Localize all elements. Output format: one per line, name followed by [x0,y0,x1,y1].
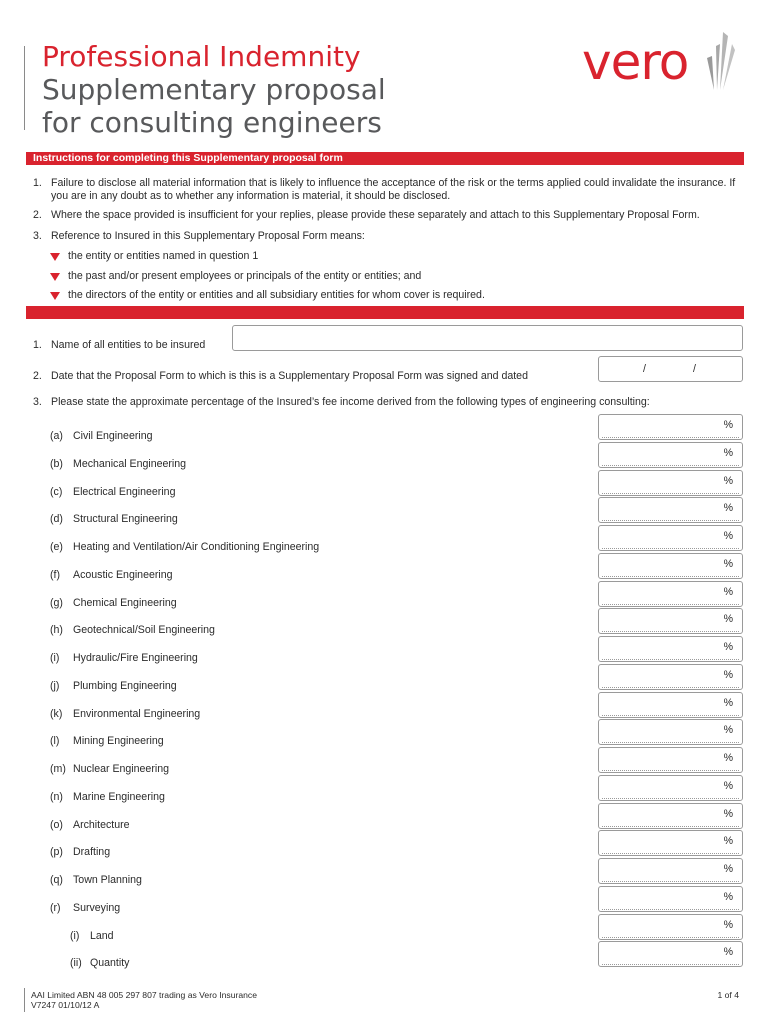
date-separator: / [643,363,646,375]
percent-sign: % [723,752,733,764]
percent-sign: % [723,446,733,459]
instruction-number: 1. [33,177,42,189]
dotted-underline [602,465,739,466]
percent-sign: % [723,890,733,903]
percentage-field[interactable] [598,553,743,579]
footer-company: AAI Limited ABN 48 005 297 807 trading as Vero Insurance [31,990,257,1000]
item-letter: (k) [50,707,63,720]
item-letter: (a) [50,430,63,442]
item-name: Electrical Engineering [73,485,176,498]
question-text: Name of all entities to be insured [51,339,206,351]
percentage-field[interactable] [598,747,743,773]
bullet-text: the directors of the entity or entities and all subsidiary entities for whom cover is required. [68,289,485,301]
item-letter: (p) [50,846,63,859]
percentage-field[interactable] [598,719,743,745]
item-letter: (b) [50,457,63,470]
dotted-underline [602,909,739,910]
question-text: Please state the approximate percentage of the Insured’s fee income derived from the following types of engineering consulting: [51,396,650,408]
form-title [42,40,386,139]
triangle-bullet-icon [50,253,60,261]
dotted-underline [602,493,739,494]
instruction-text: Reference to Insured in this Supplementary Proposal Form means: [51,230,365,242]
dotted-underline [602,881,739,882]
footer-legal [31,990,257,1010]
item-name: Civil Engineering [73,430,153,442]
item-letter: (o) [50,818,63,831]
percentage-field[interactable] [598,692,743,718]
percentage-field[interactable] [598,470,743,496]
percentage-field[interactable] [598,941,743,967]
percent-sign: % [723,724,733,737]
item-letter: (m) [50,763,66,775]
engineering-type-row [0,581,770,609]
percent-sign: % [723,918,733,931]
item-name: Drafting [73,846,111,859]
page-number: 1 of 4 [717,990,739,1000]
item-letter: (i) [50,652,60,664]
instruction-text: Failure to disclose all material information that is likely to influence the acceptance of the risk or the terms applied could invalidate the insurance. If you are in any doubt as to whether any information is material, it should be disclosed. [51,177,736,202]
item-letter: (j) [50,679,60,692]
item-letter: (r) [50,901,61,914]
percentage-field[interactable] [598,803,743,829]
engineering-type-row [0,636,770,664]
footer-form-code: V7247 01/10/12 A [31,1000,100,1010]
item-letter: (d) [50,513,63,526]
dotted-underline [602,631,739,632]
item-letter: (q) [50,874,63,886]
question-number: 2. [33,370,42,382]
instruction-number: 3. [33,230,42,242]
percent-sign: % [723,835,733,848]
bullet-text: the past and/or present employees or principals of the entity or entities; and [68,270,422,282]
engineering-type-row [0,941,770,969]
question-text: Date that the Proposal Form to which is this is a Supplementary Proposal Form was signed and dated [51,370,528,382]
percent-sign: % [723,807,733,820]
instructions-heading-band [26,152,744,165]
date-separator: / [693,363,696,375]
item-letter: (n) [50,790,63,803]
title-line-2: Supplementary proposal [42,73,386,106]
item-name: Marine Engineering [73,790,165,803]
engineering-type-row [0,470,770,498]
engineering-type-row [0,914,770,942]
percent-sign: % [723,474,733,487]
item-letter: (h) [50,624,63,637]
item-name: Mechanical Engineering [73,457,187,470]
dotted-underline [602,548,739,549]
percentage-field[interactable] [598,775,743,801]
item-name: Chemical Engineering [73,596,177,609]
title-divider [24,46,25,130]
dotted-underline [602,576,739,577]
item-name: Plumbing Engineering [73,679,177,692]
item-letter: (f) [50,568,60,581]
item-name: Town Planning [73,874,142,886]
item-name: Architecture [73,818,130,831]
engineering-type-row [0,497,770,525]
dotted-underline [602,742,739,743]
percentage-field[interactable] [598,414,743,440]
item-name: Acoustic Engineering [73,568,173,581]
engineering-type-row [0,886,770,914]
percentage-field[interactable] [598,636,743,662]
percentage-field[interactable] [598,497,743,523]
item-name: Environmental Engineering [73,707,201,720]
item-letter: (i) [70,929,80,942]
percentage-field[interactable] [598,886,743,912]
title-line-1: Professional Indemnity [42,40,361,73]
percent-sign: % [723,502,733,515]
engineering-type-row [0,414,770,442]
item-name: Land [90,929,114,942]
engineering-type-row [0,442,770,470]
triangle-bullet-icon [50,292,60,300]
percentage-field[interactable] [598,581,743,607]
item-letter: (l) [50,735,60,748]
question-number: 1. [33,339,42,351]
percentage-field[interactable] [598,608,743,634]
engineering-type-row [0,719,770,747]
dotted-underline [602,687,739,688]
dotted-underline [602,604,739,605]
dotted-underline [602,770,739,771]
dotted-underline [602,937,739,938]
dotted-underline [602,659,739,660]
engineering-type-row [0,803,770,831]
engineering-type-row [0,830,770,858]
entities-name-field[interactable] [232,325,743,351]
item-name: Surveying [73,901,121,914]
dotted-underline [602,437,739,438]
item-letter: (c) [50,485,63,498]
percentage-field[interactable] [598,914,743,940]
item-name: Structural Engineering [73,513,178,526]
percentage-field[interactable] [598,858,743,884]
item-name: Geotechnical/Soil Engineering [73,624,215,637]
item-letter: (ii) [70,957,82,970]
engineering-type-row [0,608,770,636]
dotted-underline [602,520,739,521]
dotted-underline [602,964,739,965]
engineering-type-row [0,747,770,775]
engineering-type-row [0,858,770,886]
footer-divider [24,988,25,1012]
dotted-underline [602,853,739,854]
dotted-underline [602,798,739,799]
triangle-bullet-icon [50,273,60,281]
percent-sign: % [723,641,733,653]
percentage-field[interactable] [598,664,743,690]
percent-sign: % [723,530,733,542]
title-line-3: for consulting engineers [42,106,382,139]
question-number: 3. [33,396,42,408]
instructions-heading: Instructions for completing this Supplementary proposal form [33,152,343,164]
item-letter: (e) [50,541,63,553]
item-name: Nuclear Engineering [73,763,169,775]
engineering-type-row [0,525,770,553]
percent-sign: % [723,946,733,959]
percent-sign: % [723,585,733,598]
percentage-field[interactable] [598,830,743,856]
engineering-type-row [0,692,770,720]
engineering-type-row [0,664,770,692]
bullet-text: the entity or entities named in question 1 [68,250,259,262]
vero-feather-icon [704,28,738,94]
dotted-underline [602,826,739,827]
instruction-number: 2. [33,209,42,221]
percent-sign: % [723,779,733,792]
item-name: Heating and Ventilation/Air Conditioning Engineering [73,541,320,553]
engineering-type-row [0,775,770,803]
percentage-field[interactable] [598,525,743,551]
percent-sign: % [723,668,733,681]
item-name: Hydraulic/Fire Engineering [73,652,198,664]
logo-wordmark: vero [582,33,689,91]
percent-sign: % [723,419,733,431]
percentage-field[interactable] [598,442,743,468]
proposal-date-field[interactable] [598,356,743,382]
section-divider-band [26,306,744,319]
vero-logo [582,28,742,98]
instruction-text: Where the space provided is insufficient for your replies, please provide these separately and attach to this Supplementary Proposal Form. [51,209,700,221]
item-name: Mining Engineering [73,735,164,748]
percent-sign: % [723,557,733,570]
item-letter: (g) [50,596,63,609]
dotted-underline [602,715,739,716]
percent-sign: % [723,863,733,875]
percent-sign: % [723,696,733,709]
percent-sign: % [723,613,733,626]
engineering-type-row [0,553,770,581]
item-name: Quantity [90,957,130,970]
